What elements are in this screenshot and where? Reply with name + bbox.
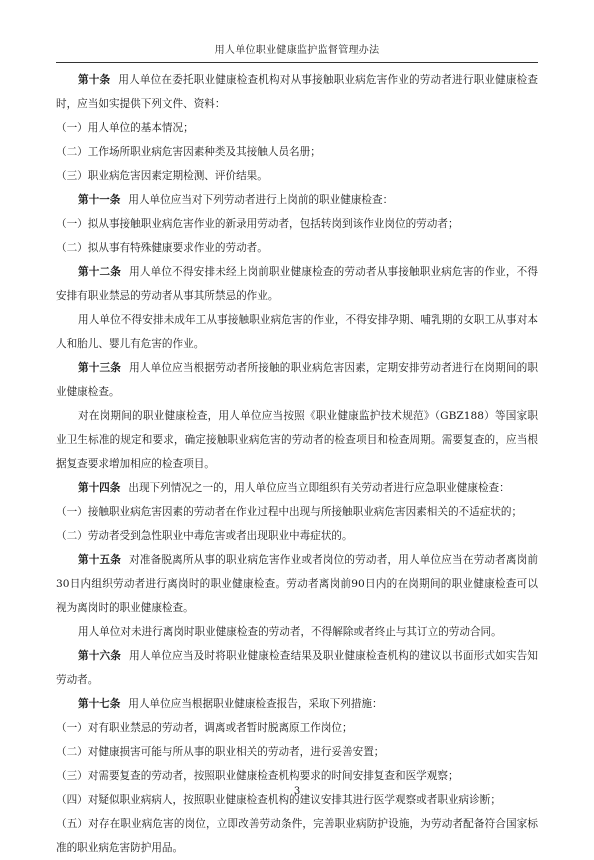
paragraph-text: 出现下列情况之一的，用人单位应当立即组织有关劳动者进行应急职业健康检查： <box>128 482 510 494</box>
paragraph <box>56 644 538 692</box>
paragraph <box>56 308 538 356</box>
paragraph-text: （一）拟从事接触职业病危害作业的新录用劳动者，包括转岗到该作业岗位的劳动者； <box>56 218 459 230</box>
list-item <box>56 524 538 548</box>
paragraph-text: （二）劳动者受到急性职业中毒危害或者出现职业中毒症状的。 <box>56 530 353 542</box>
paragraph-text: 对在岗期间的职业健康检查，用人单位应当按照《职业健康监护技术规范》（GBZ188）等国家职业卫生标准的规定和要求，确定接触职业病危害的劳动者的检查项目和检查周期。需要复查的，应当根据复查要求增加相应的检查项目。 <box>56 410 538 470</box>
list-item <box>56 140 538 164</box>
paragraph-text: （三）对需要复查的劳动者，按照职业健康检查机构要求的时间安排复查和医学观察； <box>56 770 459 782</box>
list-item <box>56 236 538 260</box>
paragraph-text: 用人单位应当根据职业健康检查报告，采取下列措施： <box>128 698 383 710</box>
paragraph-text: 用人单位在委托职业健康检查机构对从事接触职业病危害作业的劳动者进行职业健康检查时，应当如实提供下列文件、资料： <box>56 74 539 110</box>
article-number: 第十七条 <box>78 698 121 710</box>
paragraph-text: 用人单位应当对下列劳动者进行上岗前的职业健康检查： <box>128 194 394 206</box>
paragraph-text: （二）对健康损害可能与所从事的职业相关的劳动者，进行妥善安置； <box>56 746 385 758</box>
list-item <box>56 812 538 860</box>
list-item <box>56 500 538 524</box>
paragraph-text: （二）工作场所职业病危害因素种类及其接触人员名册； <box>56 146 321 158</box>
article-number: 第十四条 <box>78 482 121 494</box>
paragraph <box>56 356 538 404</box>
paragraph <box>56 548 538 620</box>
paragraph-text: （二）拟从事有特殊健康要求作业的劳动者。 <box>56 242 268 254</box>
paragraph <box>56 404 538 476</box>
paragraph-text: （一）接触职业病危害因素的劳动者在作业过程中出现与所接触职业病危害因素相关的不适症状的； <box>56 506 523 518</box>
paragraph <box>56 260 538 308</box>
paragraph-text: （一）用人单位的基本情况； <box>56 122 194 134</box>
paragraph-text: （三）职业病危害因素定期检测、评价结果。 <box>56 170 268 182</box>
paragraph-text: 用人单位对未进行离岗时职业健康检查的劳动者，不得解除或者终止与其订立的劳动合同。 <box>78 626 502 638</box>
paragraph <box>56 476 538 500</box>
paragraph-text: 用人单位应当根据劳动者所接触的职业病危害因素，定期安排劳动者进行在岗期间的职业健康检查。 <box>56 362 539 398</box>
article-number: 第十一条 <box>78 194 121 206</box>
paragraph <box>56 692 538 716</box>
list-item <box>56 716 538 740</box>
paragraph <box>56 620 538 644</box>
paragraph <box>56 68 538 116</box>
header-rule <box>56 62 538 63</box>
paragraph-text: （四）对疑似职业病病人，按照职业健康检查机构的建议安排其进行医学观察或者职业病诊断； <box>56 794 501 806</box>
paragraph-text: （一）对有职业禁忌的劳动者，调离或者暂时脱离原工作岗位； <box>56 722 353 734</box>
list-item <box>56 764 538 788</box>
paragraph-text: （五）对存在职业病危害的岗位，立即改善劳动条件，完善职业病防护设施，为劳动者配备符合国家标准的职业病危害防护用品。 <box>56 818 538 854</box>
paragraph-text: 用人单位应当及时将职业健康检查结果及职业健康检查机构的建议以书面形式如实告知劳动者。 <box>56 650 539 686</box>
list-item <box>56 212 538 236</box>
document-body <box>56 68 538 860</box>
paragraph-text: 用人单位不得安排未经上岗前职业健康检查的劳动者从事接触职业病危害的作业，不得安排有职业禁忌的劳动者从事其所禁忌的作业。 <box>56 266 539 302</box>
article-number: 第十二条 <box>78 266 122 278</box>
list-item <box>56 116 538 140</box>
article-number: 第十三条 <box>78 362 122 374</box>
page-number: 3 <box>293 786 301 797</box>
paragraph-text: 对准备脱离所从事的职业病危害作业或者岗位的劳动者，用人单位应当在劳动者离岗前30日内组织劳动者进行离岗时的职业健康检查。劳动者离岗前90日内的在岗期间的职业健康检查可以视为离岗时的职业健康检查。 <box>56 554 539 614</box>
article-number: 第十六条 <box>78 650 122 662</box>
list-item <box>56 740 538 764</box>
paragraph <box>56 188 538 212</box>
paragraph-text: 用人单位不得安排未成年工从事接触职业病危害的作业，不得安排孕期、哺乳期的女职工从事对本人和胎儿、婴儿有危害的作业。 <box>56 314 538 350</box>
list-item <box>56 164 538 188</box>
page-header: 用人单位职业健康监护监督管理办法 <box>214 45 380 56</box>
article-number: 第十条 <box>78 74 111 86</box>
article-number: 第十五条 <box>78 554 122 566</box>
